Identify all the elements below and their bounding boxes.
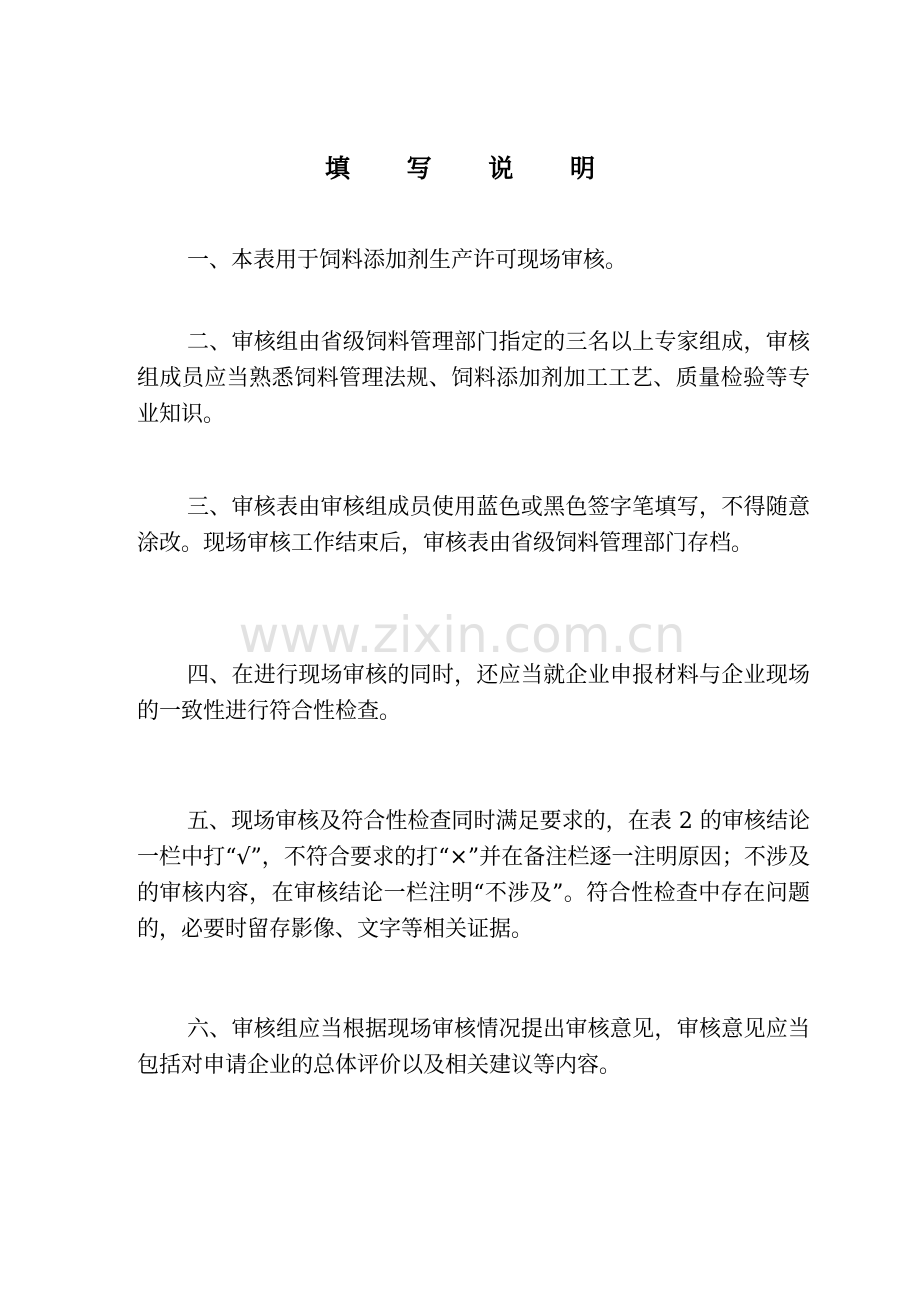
instruction-paragraph-5: 五、现场审核及符合性检查同时满足要求的，在表 2 的审核结论一栏中打“√”，不符合要求的打“×”并在备注栏逐一注明原因；不涉及的审核内容，在审核结论一栏注明“不涉及”。符合性检查中存在问题的，必要时留存影像、文字等相关证据。 <box>137 809 810 942</box>
instruction-paragraph-6: 六、审核组应当根据现场审核情况提出审核意见，审核意见应当包括对申请企业的总体评价以及相关建议等内容。 <box>137 1017 810 1078</box>
instruction-paragraph-1: 一、本表用于饲料添加剂生产许可现场审核。 <box>187 248 628 273</box>
site-watermark: www.zixin.com.cn <box>238 606 686 664</box>
instruction-paragraph-4: 四、在进行现场审核的同时，还应当就企业申报材料与企业现场的一致性进行符合性检查。 <box>137 663 810 724</box>
document-title: 填 写 说 明 <box>324 154 620 183</box>
instruction-paragraph-2: 二、审核组由省级饲料管理部门指定的三名以上专家组成，审核组成员应当熟悉饲料管理法规、饲料添加剂加工工艺、质量检验等专业知识。 <box>137 330 810 427</box>
instruction-paragraph-3: 三、审核表由审核组成员使用蓝色或黑色签字笔填写，不得随意涂改。现场审核工作结束后，审核表由省级饲料管理部门存档。 <box>137 495 810 556</box>
